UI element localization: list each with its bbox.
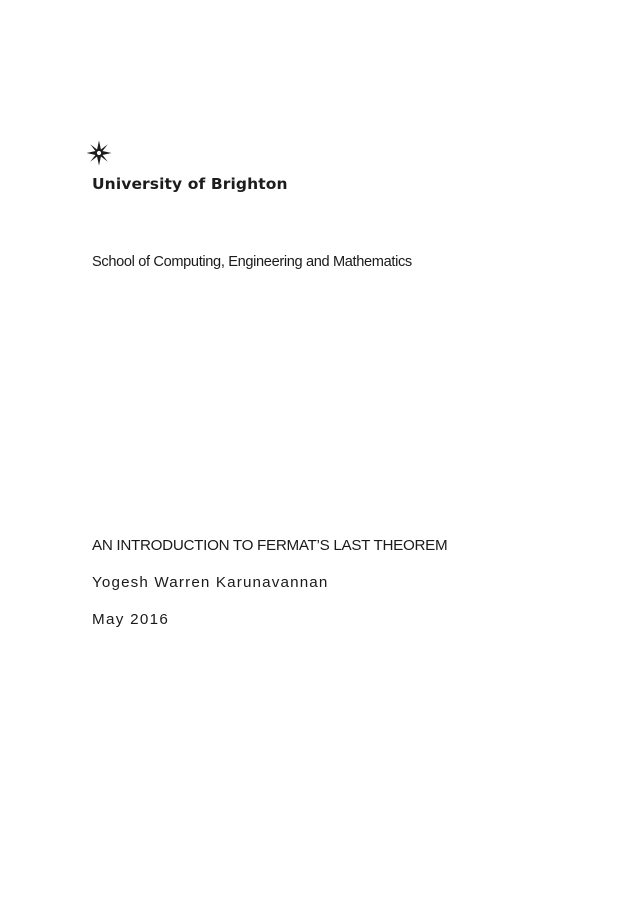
author-name: Yogesh Warren Karunavannan <box>92 574 329 591</box>
school-name: School of Computing, Engineering and Mathematics <box>92 254 412 270</box>
university-wordmark: University of Brighton <box>92 175 288 193</box>
document-date: May 2016 <box>92 611 170 628</box>
star-icon <box>86 140 112 166</box>
document-title: AN INTRODUCTION TO FERMAT’S LAST THEOREM <box>92 537 448 554</box>
